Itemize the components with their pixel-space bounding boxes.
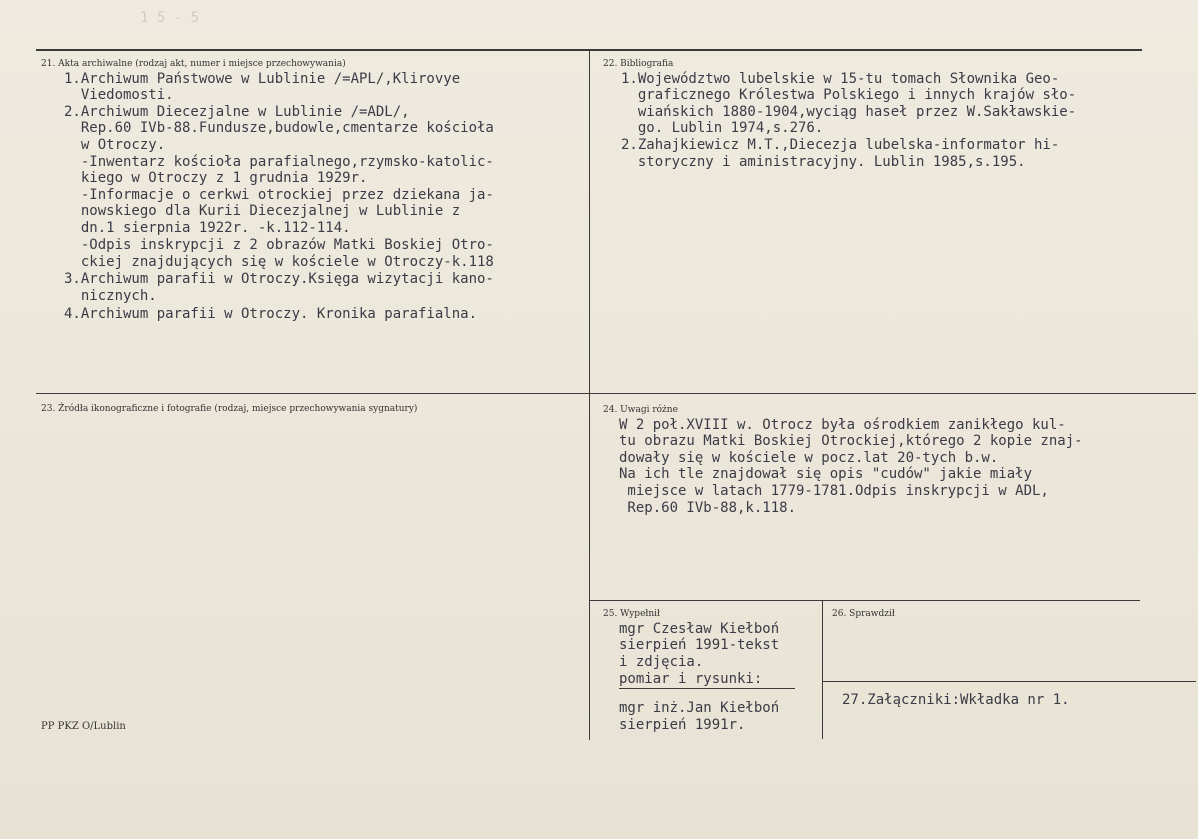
section-21-line: w Otroczy. [64,137,166,153]
section-22-line: 2.Zahajkiewicz M.T.,Diecezja lubelska-informator hi- [621,137,1060,153]
section-21-line: nowskiego dla Kurii Diecezjalnej w Lublinie z [64,203,461,219]
section-22-line: go. Lublin 1974,s.276. [621,120,824,136]
section-21-line: 2.Archiwum Diecezjalne w Lublinie /=ADL/, [64,104,410,120]
section-21-line: ckiej znajdujących się w kościele w Otroczy-k.118 [64,254,494,270]
section-21-label: 21. Akta archiwalne (rodzaj akt, numer i miejsce przechowywania) [41,59,346,69]
section-25-line: pomiar i rysunki: [619,671,763,687]
section-22-line: 1.Województwo lubelskie w 15-tu tomach Słownika Geo- [621,71,1060,87]
footer-institution: PP PKZ O/Lublin [41,721,126,732]
section-21-line: kiego w Otroczy z 1 grudnia 1929r. [64,170,368,186]
section-21-line: 3.Archiwum parafii w Otroczy.Księga wizytacji kano- [64,271,494,287]
vertical-divider [589,50,590,740]
section-24-line: miejsce w latach 1779-1781.Odpis inskrypcji w ADL, [619,483,1049,499]
section-21-line: dn.1 sierpnia 1922r. -k.112-114. [64,220,351,236]
section-21-line: Viedomosti. [64,87,174,103]
section-25-line: sierpień 1991r. [619,717,746,733]
section-24-line: Na ich tle znajdował się opis "cudów" jakie miały [619,466,1033,482]
faded-stamp-mark: 1 5 - 5 [140,10,200,26]
section-22-label: 22. Bibliografia [603,59,674,69]
section-25-line: i zdjęcia. [619,654,704,670]
section-22-line: wiańskich 1880-1904,wyciąg haseł przez W.Sakławskie- [621,104,1077,120]
section-25-label: 25. Wypełnił [603,609,660,619]
section-23-label: 23. Źródła ikonograficzne i fotografie (rodzaj, miejsce przechowywania sygnatury) [41,404,418,414]
section-21-line: nicznych. [64,288,157,304]
section-21-line: Rep.60 IVb-88.Fundusze,budowle,cmentarze kościoła [64,120,494,136]
section-24-line: W 2 poł.XVIII w. Otrocz była ośrodkiem zanikłego kul- [619,417,1066,433]
attachments-rule [823,681,1196,682]
signature-divider [822,601,823,739]
section-25-line: sierpień 1991-tekst [619,637,780,653]
section-21-line: 4.Archiwum parafii w Otroczy. Kronika parafialna. [64,306,478,322]
section-26-label: 26. Sprawdził [832,609,895,619]
section-24-line: tu obrazu Matki Boskiej Otrockiej,którego 2 kopie znaj- [619,433,1083,449]
section-25-line: mgr Czesław Kiełboń [619,621,780,637]
middle-rule [36,393,1196,394]
section-22-line: storyczny i aministracyjny. Lublin 1985,s.195. [621,154,1026,170]
section-21-line: -Inwentarz kościoła parafialnego,rzymsko-katolic- [64,154,494,170]
section-24-line: dowały się w kościele w pocz.lat 20-tych b.w. [619,450,999,466]
section-21-line: -Odpis inskrypcji z 2 obrazów Matki Boskiej Otro- [64,237,494,253]
section-27-attachments: 27.Załączniki:Wkładka nr 1. [842,692,1070,708]
signature-box-rule [590,600,1140,601]
section-24-label: 24. Uwagi różne [603,405,678,415]
pomiar-underline [619,688,795,689]
section-25-line: mgr inż.Jan Kiełboń [619,700,780,716]
section-22-line: graficznego Królestwa Polskiego i innych krajów sło- [621,87,1077,103]
section-21-line: 1.Archiwum Państwowe w Lublinie /=APL/,Klirovye [64,71,461,87]
section-21-line: -Informacje o cerkwi otrockiej przez dziekana ja- [64,187,494,203]
section-24-line: Rep.60 IVb-88,k.118. [619,500,797,516]
